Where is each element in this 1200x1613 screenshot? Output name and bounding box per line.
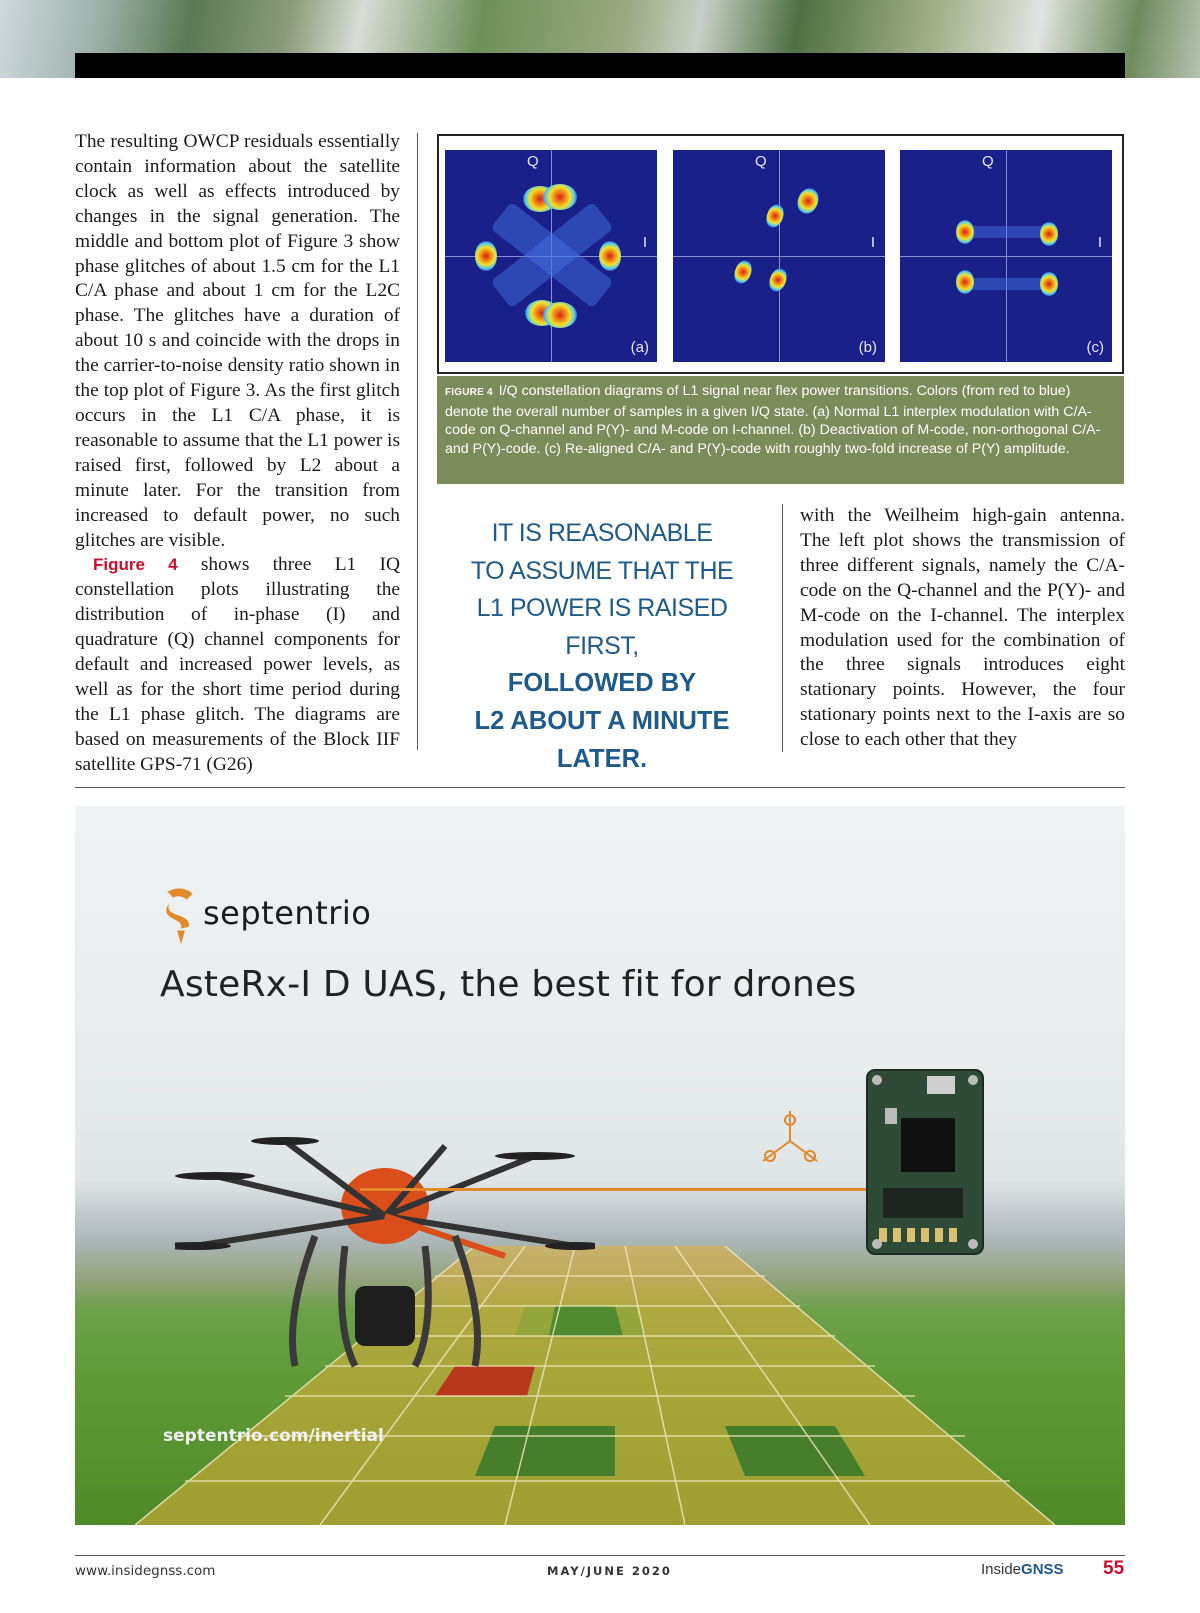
paragraph-2-text: shows three L1 IQ constellation plots illustrating the distribution of in-phase (I) and quadrature (Q) channel components for default and increased power levels, as well as for the short time period during the L1 phase glitch. The diagrams are based on measurements of the Block IIF satellite GPS-71 (G26): [75, 554, 400, 775]
cluster: [763, 202, 786, 230]
i-axis: [900, 256, 1112, 257]
figure-4-plots: [437, 134, 1124, 374]
ad-brand: septentrio: [203, 894, 372, 932]
cluster: [794, 185, 822, 216]
iq-plot-c: [900, 150, 1112, 362]
cluster: [475, 241, 497, 271]
i-axis-label: I: [642, 234, 647, 251]
i-axis: [673, 256, 885, 257]
footer-website[interactable]: www.insidegnss.com: [75, 1563, 216, 1579]
footer-brand: [981, 1561, 1064, 1578]
figure-4-link[interactable]: Figure 4: [93, 555, 178, 575]
paragraph-1: The resulting OWCP residuals essentially contain information about the satellite clock as well as effects introduced by changes in the signal generation. The middle and bottom plot of Figure 3 show phase glitches of about 1.5 cm for the L1 C/A phase and about 1 cm for the L2C phase. The glitches have a duration of about 10 s and coincide with the drops in the carrier-to-noise density ratio shown in the top plot of Figure 3. As the first glitch occurs in the L1 C/A phase, it is reasonable to assume that the L1 power is raised first, followed by L2 about a minute later. For the transition from increased to default power, no such glitches are visible.: [75, 131, 400, 551]
cluster: [599, 241, 621, 271]
cluster: [543, 302, 577, 328]
caption-text: I/Q constellation diagrams of L1 signal near flex power transitions. Colors (from red to blue) denote the overall number of samples in a given I/Q state. (a) Normal L1 interplex modulation with C/A-code on Q-channel and P(Y)- and M-code on I-channel. (b) Deactivation of M-code, non-orthogonal C/A- and P(Y)-code. (c) Re-aligned C/A- and P(Y)-code with roughly two-fold increase of P(Y) amplitude.: [445, 383, 1101, 457]
header-black-bar: [75, 53, 1125, 78]
signal-line: [360, 1188, 895, 1191]
q-axis-label: Q: [982, 153, 994, 170]
panel-label: (b): [858, 339, 877, 356]
article-column-left: [75, 130, 400, 778]
header-banner-image: [0, 0, 1200, 78]
pull-quote-line-bold: L2 ABOUT A MINUTE: [474, 706, 730, 735]
septentrio-logo-icon: [163, 886, 199, 946]
receiver-board-image: [865, 1068, 985, 1256]
imu-axes-icon: [755, 1106, 825, 1176]
q-axis-label: Q: [527, 153, 539, 170]
cluster: [543, 184, 577, 210]
panel-label: (c): [1086, 339, 1104, 356]
section-divider: [75, 787, 1125, 788]
cluster: [1040, 222, 1058, 246]
i-axis-label: I: [1097, 234, 1102, 251]
footer-brand-prefix: Inside: [981, 1561, 1022, 1578]
caption-tag: FIGURE 4: [445, 387, 493, 398]
cluster: [731, 258, 754, 286]
advertisement[interactable]: [75, 806, 1125, 1525]
paragraph-3: with the Weilheim high-gain antenna. The left plot shows the transmission of three different signals, namely the C/A-code on the Q-channel and the P(Y)- and M-code on the I-channel. The interplex modulation used for the combination of the three signals introduces eight stationary points. However, the four stationary points next to the I-axis are so close to each other that they: [800, 505, 1125, 751]
i-axis-label: I: [870, 234, 875, 251]
footer-issue: MAY/JUNE 2020: [547, 1564, 672, 1578]
column-divider: [417, 133, 418, 750]
pull-quote-line: IT IS REASONABLE: [491, 519, 713, 547]
paragraph-2: [75, 553, 400, 777]
pull-quote-line: L1 POWER IS RAISED FIRST,: [476, 594, 728, 660]
iq-plot-b: [673, 150, 885, 362]
pull-quote-line-bold: LATER.: [556, 744, 648, 773]
figure-4-caption: [437, 376, 1124, 484]
pull-quote-line-bold: FOLLOWED BY: [507, 669, 697, 698]
pull-quote-line: TO ASSUME THAT THE: [470, 556, 734, 585]
pull-quote: [452, 515, 752, 778]
q-axis-label: Q: [755, 153, 767, 170]
page-number: 55: [1103, 1558, 1125, 1579]
column-divider: [782, 504, 783, 752]
footer-brand-suffix: GNSS: [1021, 1561, 1064, 1578]
cluster: [1040, 272, 1058, 296]
ad-headline: AsteRx-I D UAS, the best fit for drones: [160, 964, 857, 1005]
cluster: [766, 266, 789, 294]
drone-illustration: [175, 1136, 595, 1396]
panel-label: (a): [630, 339, 649, 356]
article-column-right: [800, 504, 1125, 753]
footer-divider: [75, 1555, 1125, 1556]
iq-plot-a: [445, 150, 657, 362]
cluster: [956, 220, 974, 244]
ad-url-link[interactable]: septentrio.com/inertial: [163, 1426, 384, 1446]
cluster: [956, 270, 974, 294]
